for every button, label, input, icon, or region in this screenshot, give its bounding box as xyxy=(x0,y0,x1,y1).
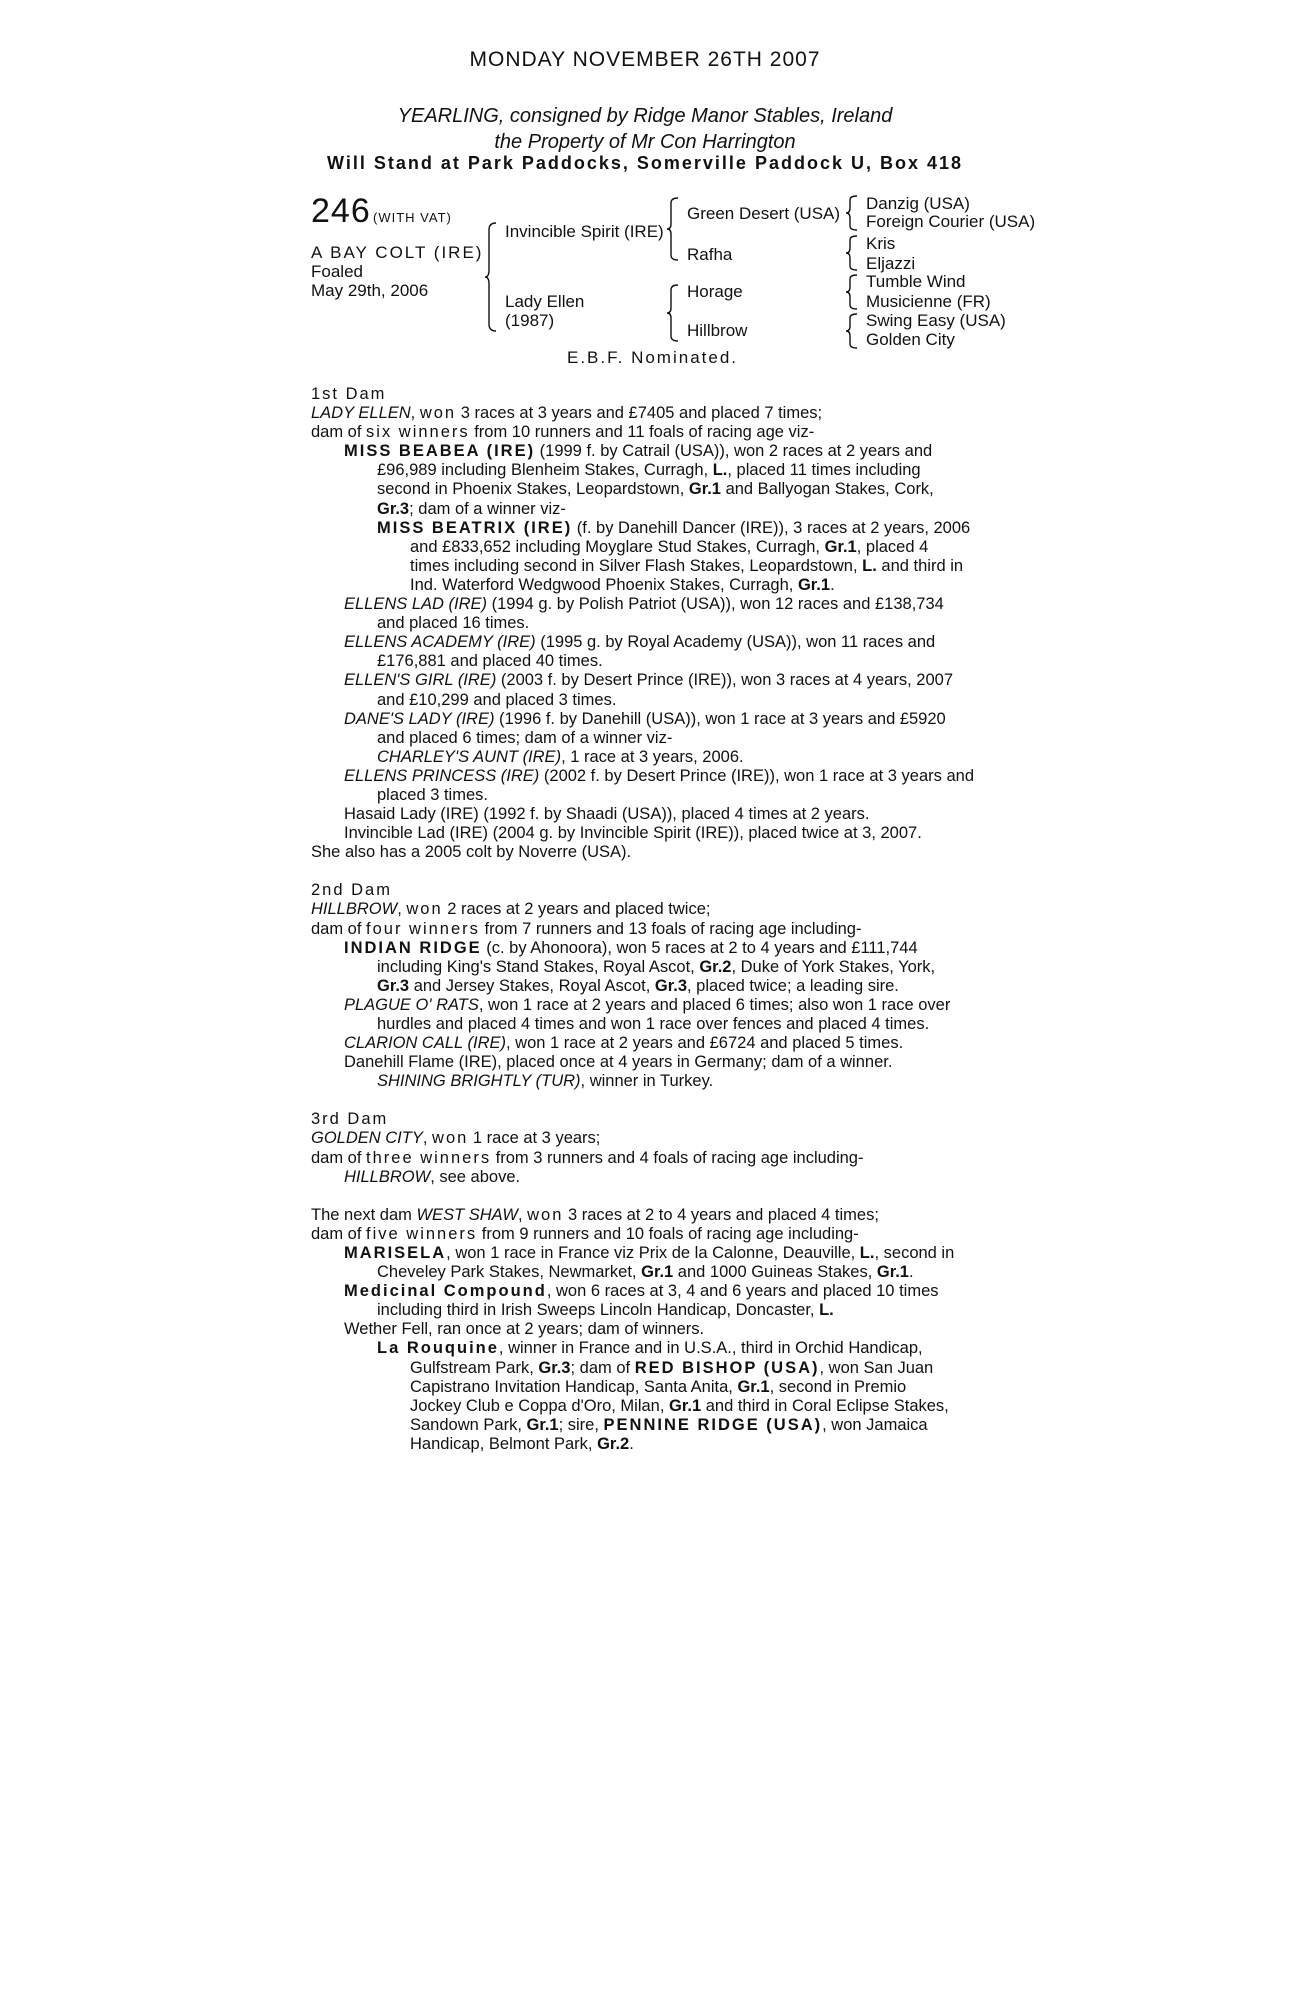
list-item: MISS BEATRIX (IRE) (f. by Danehill Dancer (IRE)), 3 races at 2 years, 2006 xyxy=(377,518,971,537)
pedigree-dam-sire: Horage xyxy=(687,282,743,301)
foaled-label: Foaled xyxy=(311,262,363,281)
list-item: Wether Fell, ran once at 2 years; dam of winners. xyxy=(344,1320,705,1339)
pedigree-sdd: Eljazzi xyxy=(866,254,916,273)
list-item: ELLENS PRINCESS (IRE) (2002 f. by Desert Prince (IRE)), won 1 race at 3 years and xyxy=(344,766,975,785)
list-item: MARISELA, won 1 race in France viz Prix de la Calonne, Deauville, L., second in xyxy=(344,1243,955,1262)
dam1-name: LADY ELLEN xyxy=(311,404,411,423)
list-item: PLAGUE O' RATS, won 1 race at 2 years and placed 6 times; also won 1 race over xyxy=(344,995,951,1014)
pedigree-brace-sire xyxy=(666,197,680,261)
dam1-also: She also has a 2005 colt by Noverre (USA). xyxy=(311,843,632,862)
horse-name: SHINING BRIGHTLY (TUR) xyxy=(377,1072,581,1091)
foaled-date: May 29th, 2006 xyxy=(311,281,429,300)
list-item: MISS BEABEA (IRE) (1999 f. by Catrail (USA)), won 2 races at 2 years and xyxy=(344,442,933,461)
horse-name: CHARLEY'S AUNT (IRE) xyxy=(377,747,562,766)
lot-number: 246 xyxy=(311,192,371,230)
sale-date: MONDAY NOVEMBER 26TH 2007 xyxy=(469,48,821,71)
dam1-heading: 1st Dam xyxy=(311,385,387,403)
horse-name: ELLENS LAD (IRE) xyxy=(344,595,488,614)
horse-name: Medicinal Compound xyxy=(344,1282,547,1301)
consignor-line: YEARLING, consigned by Ridge Manor Stables, Ireland xyxy=(397,105,893,127)
dam2-line2: dam of four winners from 7 runners and 13 foals of racing age including- xyxy=(311,919,862,938)
list-item: INDIAN RIDGE (c. by Ahonoora), won 5 races at 2 to 4 years and £111,744 xyxy=(344,938,918,957)
dam4-name: WEST SHAW xyxy=(416,1205,518,1224)
pedigree-dss: Tumble Wind xyxy=(866,272,966,291)
colt-description: A BAY COLT (IRE) xyxy=(311,243,484,262)
dam4-line2: dam of five winners from 9 runners and 10 foals of racing age including- xyxy=(311,1224,859,1243)
horse-name: HILLBROW xyxy=(344,1167,431,1186)
list-item: Hasaid Lady (IRE) (1992 f. by Shaadi (USA)), placed 4 times at 2 years. xyxy=(344,805,870,824)
horse-name: ELLENS ACADEMY (IRE) xyxy=(344,633,536,652)
horse-name: PLAGUE O' RATS xyxy=(344,995,479,1014)
horse-name: CLARION CALL (IRE) xyxy=(344,1034,506,1053)
list-item: ELLENS LAD (IRE) (1994 g. by Polish Patriot (USA)), won 12 races and £138,734 xyxy=(344,595,944,614)
horse-name: MARISELA xyxy=(344,1243,447,1262)
pedigree-sire: Invincible Spirit (IRE) xyxy=(505,222,664,241)
list-item: La Rouquine, winner in France and in U.S.A., third in Orchid Handicap, xyxy=(377,1339,923,1358)
pedigree-ddd: Golden City xyxy=(866,330,955,349)
dam1-line1: LADY ELLEN, won 3 races at 3 years and £7405 and placed 7 times; xyxy=(311,404,823,423)
property-line: the Property of Mr Con Harrington xyxy=(494,131,796,153)
horse-name: DANE'S LADY (IRE) xyxy=(344,709,495,728)
horse-name: La Rouquine xyxy=(377,1339,499,1358)
dam3-line1: GOLDEN CITY, won 1 race at 3 years; xyxy=(311,1129,601,1148)
pedigree-dds: Swing Easy (USA) xyxy=(866,311,1006,330)
list-item: Medicinal Compound, won 6 races at 3, 4 and 6 years and placed 10 times xyxy=(344,1282,939,1301)
dam1-line2: dam of six winners from 10 runners and 11 foals of racing age viz- xyxy=(311,423,815,442)
lot-description xyxy=(311,243,483,300)
horse-name: MISS BEATRIX (IRE) xyxy=(377,518,573,537)
pedigree-brace-dd xyxy=(845,313,859,349)
dam3-line2: dam of three winners from 3 runners and 4 foals of racing age including- xyxy=(311,1148,864,1167)
list-item: HILLBROW, see above. xyxy=(344,1167,521,1186)
pedigree-dsd: Musicienne (FR) xyxy=(866,292,991,311)
pedigree-brace-ds xyxy=(845,274,859,310)
pedigree-dam: Lady Ellen xyxy=(505,292,585,311)
consignment-info xyxy=(0,103,1290,155)
pedigree-dam-year: (1987) xyxy=(505,311,555,330)
dam2-line1: HILLBROW, won 2 races at 2 years and placed twice; xyxy=(311,900,711,919)
dam4-line1: The next dam WEST SHAW, won 3 races at 2 to 4 years and placed 4 times; xyxy=(311,1205,879,1224)
list-item: SHINING BRIGHTLY (TUR), winner in Turkey. xyxy=(377,1072,714,1091)
pedigree-ssd: Foreign Courier (USA) xyxy=(866,212,1036,231)
horse-name: MISS BEABEA (IRE) xyxy=(344,442,536,461)
pedigree-dam-dam: Hillbrow xyxy=(687,321,748,340)
dam2-heading: 2nd Dam xyxy=(311,881,392,900)
dam3-name: GOLDEN CITY xyxy=(311,1129,423,1148)
pedigree-brace-main xyxy=(484,222,498,332)
list-item: CHARLEY'S AUNT (IRE), 1 race at 3 years, 2006. xyxy=(377,747,744,766)
pedigree-brace-sd xyxy=(845,235,859,271)
list-item: ELLENS ACADEMY (IRE) (1995 g. by Royal Academy (USA)), won 11 races and xyxy=(344,633,936,652)
pedigree-sire-sire: Green Desert (USA) xyxy=(687,204,841,223)
pedigree-brace-dam xyxy=(666,284,680,342)
horse-name: ELLENS PRINCESS (IRE) xyxy=(344,766,540,785)
pedigree-sds: Kris xyxy=(866,234,896,253)
list-item: ELLEN'S GIRL (IRE) (2003 f. by Desert Prince (IRE)), won 3 races at 4 years, 2007 xyxy=(344,671,954,690)
horse-name: INDIAN RIDGE xyxy=(344,938,482,957)
pedigree-brace-ss xyxy=(845,195,859,231)
horse-name: ELLEN'S GIRL (IRE) xyxy=(344,671,497,690)
pedigree-sss: Danzig (USA) xyxy=(866,194,970,213)
ebf-nominated: E.B.F. Nominated. xyxy=(567,348,739,367)
list-item: Danehill Flame (IRE), placed once at 4 years in Germany; dam of a winner. xyxy=(344,1053,893,1072)
vat-note: (WITH VAT) xyxy=(373,210,452,225)
dam3-heading: 3rd Dam xyxy=(311,1110,389,1129)
list-item: Invincible Lad (IRE) (2004 g. by Invincible Spirit (IRE)), placed twice at 3, 2007. xyxy=(344,824,922,843)
list-item: CLARION CALL (IRE), won 1 race at 2 years and £6724 and placed 5 times. xyxy=(344,1034,904,1053)
stand-location: Will Stand at Park Paddocks, Somerville Paddock U, Box 418 xyxy=(326,153,964,173)
pedigree-sire-dam: Rafha xyxy=(687,245,733,264)
produce-record: 1st Dam LADY ELLEN, won 3 races at 3 years and £7405 and placed 7 times; dam of six winners from 10 runners and 11 foals of racing age viz- MISS BEABEA (IRE) (1999 f. by Catrail (USA)), won 2 races at 2 years and £96,989 including Blenheim Stakes, Curragh, L., placed 11 times including second in Phoenix Stakes, Leopardstown, Gr.1 and Ballyogan Stakes, Cork, Gr.3; dam of a winner viz- MISS BEATRIX (IRE) (f. by Danehill Dancer (IRE)), 3 races at 2 years, 2006 and £833,652 including Moyglare Stud Stakes, Curragh, Gr.1, placed 4 times including second in Silver Flash Stakes, Leopardstown, L. and third in Ind. Waterford Wedgwood Phoenix Stakes, Curragh, Gr.1. ELLENS LAD (IRE) (1994 g. by Polish Patriot (USA)), won 12 races and £138,734 and placed 16 times. ELLENS ACADEMY (IRE) (1995 g. by Royal Academy (USA)), won 11 races and £176,881 and placed 40 times. ELLEN'S GIRL (IRE) (2003 f. by Desert Prince (IRE)), won 3 races at 4 years, 2007 and £10,299 and placed 3 times. DANE'S LADY (IRE) (1996 f. by Danehill (USA)), won 1 race at 3 years and £5920 and placed 6 times; dam of a winner viz- CHARLEY'S AUNT (IRE), 1 race at 3 years, 2006. ELLENS PRINCESS (IRE) (2002 f. by Desert Prince (IRE)), won 1 race at 3 years and placed 3 times. Hasaid Lady (IRE) (1992 f. by Shaadi (USA)), placed 4 times at 2 years. Invincible Lad (IRE) (2004 g. by Invincible Spirit (IRE)), placed twice at 3, 2007. She also has a 2005 colt by Noverre (USA). 2nd Dam HILLBROW, won 2 races at 2 years and placed twice; dam of four winners from 7 runners and 13 foals of racing age including- INDIAN RIDGE (c. by Ahonoora), won 5 races at 2 to 4 years and £111,744 including King's Stand Stakes, Royal Ascot, Gr.2, Duke of York Stakes, York, Gr.3 and Jersey Stakes, Royal Ascot, Gr.3, placed twice; a leading sire. PLAGUE O' RATS, won 1 race at 2 years and placed 6 times; also won 1 race over hurdles and placed 4 times and won 1 race over fences and placed 4 times. CLARION CALL (IRE), won 1 race at 2 years and £6724 and placed 5 times. Danehill Flame (IRE), placed once at 4 years in Germany; dam of a winner. SHINING BRIGHTLY (TUR), winner in Turkey. 3rd Dam GOLDEN CITY, won 1 race at 3 years; dam of three winners from 3 runners and 4 foals of racing age including- HILLBROW, see above. The next dam WEST SHAW, won 3 races at 2 to 4 years and placed 4 times; dam of five winners from 9 runners and 10 foals of racing age including- MARISELA, won 1 race in France viz Prix de la Calonne, Deauville, L., second in Cheveley Park Stakes, Newmarket, Gr.1 and 1000 Guineas Stakes, Gr.1. Medicinal Compound, won 6 races at 3, 4 and 6 years and placed 10 times including third in Irish Sweeps Lincoln Handicap, Doncaster, L. Wether Fell, ran once at 2 years; dam of winners. La Rouquine, winner in France and in U.S.A., third in Orchid Handicap, Gulfstream Park, Gr.3; dam of RED BISHOP (USA), won San Juan Capistrano Invitation Handicap, Santa Anita, Gr.1, second in Premio Jockey Club e Coppa d'Oro, Milan, Gr.1 and third in Coral Eclipse Stakes, Sandown Park, Gr.1; sire, PENNINE RIDGE (USA), won Jamaica Handicap, Belmont Park, Gr.2. xyxy=(311,385,991,1454)
dam2-name: HILLBROW xyxy=(311,900,398,919)
list-item: DANE'S LADY (IRE) (1996 f. by Danehill (USA)), won 1 race at 3 years and £5920 xyxy=(344,709,946,728)
